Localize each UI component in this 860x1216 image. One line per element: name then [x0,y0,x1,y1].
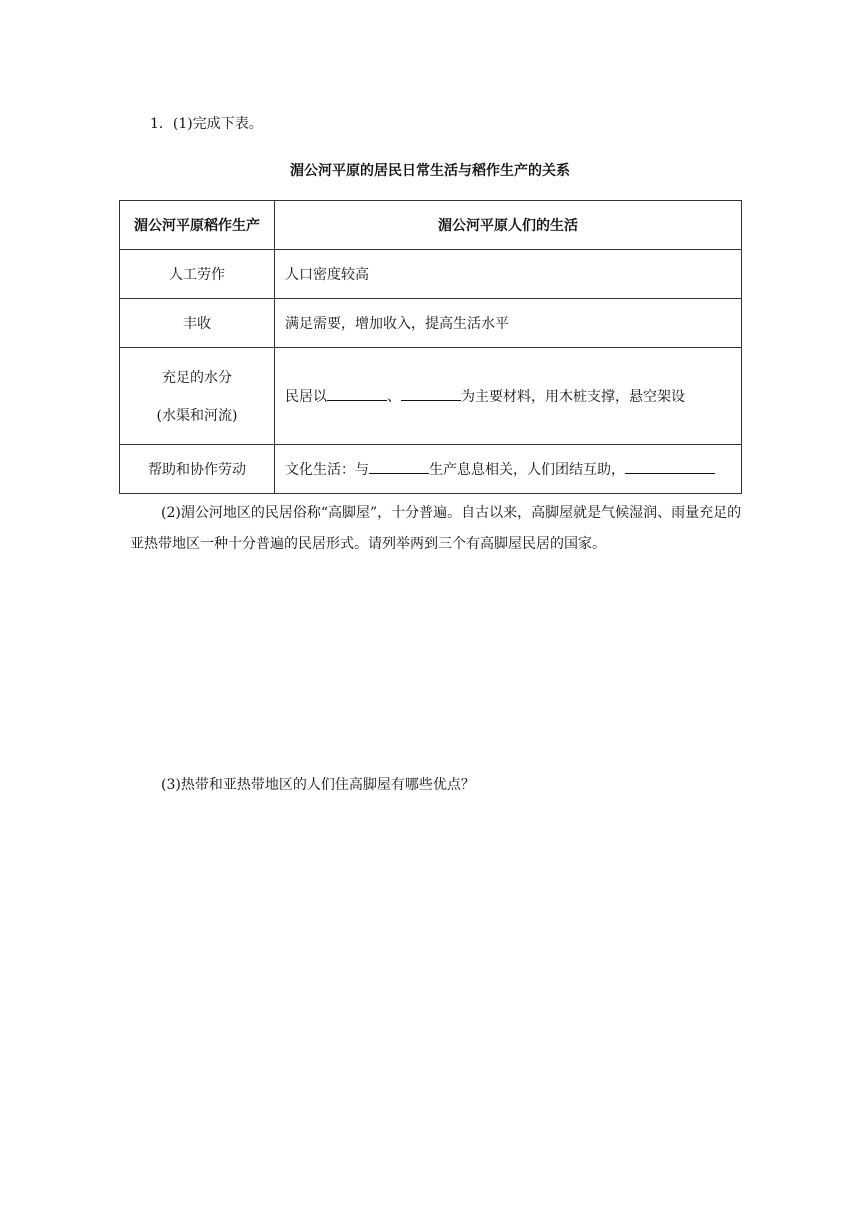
cell-water-line2: (水渠和河流) [156,408,238,424]
cell-housing [275,348,742,445]
cell-population-density: 人口密度较高 [275,250,742,299]
cell-harvest: 丰收 [120,299,275,348]
cell-living-standard: 满足需要，增加收入，提高生活水平 [275,299,742,348]
header-rice-production: 湄公河平原稻作生产 [120,201,275,250]
housing-text-before: 民居以 [285,389,327,405]
culture-text-before: 文化生活：与 [285,462,369,478]
relation-table [119,200,742,494]
question-part-2: (2)湄公河地区的民居俗称“高脚屋”，十分普遍。自古以来，高脚屋就是气候湿润、雨量充足的亚热带地区一种十分普遍的民居形式。请列举两到三个有高脚屋民居的国家。 [130,505,742,552]
table-row [120,250,742,299]
cell-water-line1: 充足的水分 [162,370,232,386]
housing-text-after: 为主要材料，用木桩支撑，悬空架设 [461,389,685,405]
blank-culture-1[interactable] [369,459,429,474]
cell-water [120,348,275,445]
table-title: 湄公河平原的居民日常生活与稻作生产的关系 [290,163,570,179]
question-header: 1．(1)完成下表。 [150,116,263,132]
blank-culture-2[interactable] [625,459,715,474]
table-row [120,299,742,348]
table-row [120,445,742,494]
cell-cooperation: 帮助和协作劳动 [120,445,275,494]
housing-text-separator: 、 [387,389,401,405]
table-header-row [120,201,742,250]
table-row [120,348,742,445]
cell-culture [275,445,742,494]
blank-material-2[interactable] [401,386,461,401]
header-people-life: 湄公河平原人们的生活 [275,201,742,250]
cell-manual-labor: 人工劳作 [120,250,275,299]
culture-text-after: 生产息息相关，人们团结互助， [429,462,625,478]
question-part-3: (3)热带和亚热带地区的人们住高脚屋有哪些优点？ [161,777,475,793]
blank-material-1[interactable] [327,386,387,401]
